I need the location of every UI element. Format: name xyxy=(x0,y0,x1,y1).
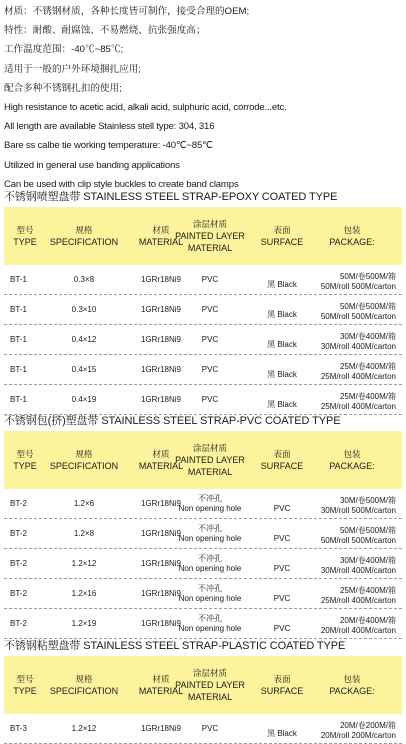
cell-package-line1: 25M/卷400M/箱 xyxy=(339,362,396,371)
header-painted-en1: PAINTED LAYER xyxy=(175,231,245,241)
header-spec xyxy=(44,207,124,265)
cell-package xyxy=(286,519,396,548)
header-type xyxy=(10,431,40,489)
cell-painted-line1: PVC xyxy=(201,274,219,284)
header-package xyxy=(304,656,400,714)
cell-surface: 黑 Black xyxy=(267,310,297,319)
cell-package xyxy=(286,609,396,638)
cell-material: 1GRr18Ni9 xyxy=(140,274,181,284)
cell-painted-line2: Non opening hole xyxy=(178,563,242,573)
header-material-cn: 材质 xyxy=(152,225,170,235)
table-row xyxy=(4,325,402,355)
cell-material: 1GRr18Ni9 xyxy=(140,498,181,508)
intro-line: 工作温度范围：-40℃~85℃; xyxy=(4,44,124,56)
cell-package-line1: 20M/卷400M/箱 xyxy=(339,616,396,625)
cell-painted-line1: 不冲孔 xyxy=(198,493,222,503)
header-type-cn: 型号 xyxy=(16,449,34,459)
cell-package-line1: 30M/卷400M/箱 xyxy=(339,332,396,341)
cell-type: BT-2 xyxy=(10,618,27,628)
cell-painted-layer xyxy=(164,295,256,324)
header-surface xyxy=(252,431,312,489)
cell-painted-line1: 不冲孔 xyxy=(198,553,222,563)
cell-painted-line2: Non opening hole xyxy=(178,503,242,513)
cell-material: 1GRr18Ni9 xyxy=(140,588,181,598)
header-spec-cn: 规格 xyxy=(75,674,93,684)
cell-surface: PVC xyxy=(273,534,291,543)
cell-surface: PVC xyxy=(273,624,291,633)
cell-surface: PVC xyxy=(273,504,291,513)
header-package-cn: 包装 xyxy=(343,674,361,684)
cell-package xyxy=(286,295,396,324)
header-painted-layer xyxy=(164,431,256,489)
header-package-en: PACKAGE: xyxy=(329,461,375,471)
cell-material: 1GRr18Ni9 xyxy=(140,723,181,733)
table-row xyxy=(4,489,402,519)
header-surface xyxy=(252,207,312,265)
header-material-en: MATERIAL xyxy=(138,686,184,696)
header-surface-cn: 表面 xyxy=(273,449,291,459)
cell-painted-layer xyxy=(164,549,256,578)
cell-painted-line1: PVC xyxy=(201,394,219,404)
table-header xyxy=(4,431,402,489)
header-painted-layer xyxy=(164,207,256,265)
cell-package-line2: 30M/roll 400M/carton xyxy=(320,342,396,351)
header-package-en: PACKAGE: xyxy=(329,686,375,696)
table-row xyxy=(4,355,402,385)
intro-line: 特性：耐酸、耐腐蚀、不易燃烧、抗张强度高； xyxy=(4,25,206,37)
header-package-en: PACKAGE: xyxy=(329,237,375,247)
header-material-cn: 材质 xyxy=(152,674,170,684)
section-title: 不锈钢粘塑盘带 STAINLESS STEEL STRAP-PLASTIC COATED TYPE xyxy=(4,640,346,652)
cell-package xyxy=(286,265,396,294)
header-type-en: TYPE xyxy=(13,461,37,471)
cell-spec: 0.4×15 xyxy=(71,364,97,374)
header-package-cn: 包装 xyxy=(343,449,361,459)
intro-line: 材质：不锈钢材质，各种长度皆可制作，接受合理的OEM; xyxy=(4,6,250,17)
cell-surface: 黑 Black xyxy=(267,340,297,349)
header-material-cn: 材质 xyxy=(152,449,170,459)
cell-package-line1: 50M/卷500M/箱 xyxy=(339,526,396,535)
cell-package xyxy=(286,489,396,518)
cell-material: 1GRr18Ni9 xyxy=(140,558,181,568)
cell-package-line2: 20M/roll 400M/carton xyxy=(320,626,396,635)
header-type xyxy=(10,656,40,714)
cell-spec: 0.3×8 xyxy=(73,274,95,284)
cell-type: BT-2 xyxy=(10,588,27,598)
cell-package-line1: 30M/卷500M/箱 xyxy=(339,496,396,505)
cell-type: BT-1 xyxy=(10,274,27,284)
cell-package-line2: 25M/roll 400M/carton xyxy=(320,402,396,411)
cell-surface: PVC xyxy=(273,594,291,603)
cell-package-line2: 50M/roll 500M/carton xyxy=(320,312,396,321)
cell-painted-layer xyxy=(164,355,256,384)
product-table xyxy=(4,656,402,744)
cell-package xyxy=(286,714,396,743)
cell-type: BT-1 xyxy=(10,364,27,374)
table-row xyxy=(4,714,402,744)
intro-line: 适用于一般的户外环境捆扎应用; xyxy=(4,63,141,75)
cell-type: BT-2 xyxy=(10,528,27,538)
header-surface-en: SURFACE xyxy=(260,461,304,471)
cell-type: BT-2 xyxy=(10,498,27,508)
cell-type: BT-1 xyxy=(10,394,27,404)
cell-painted-line2: Non opening hole xyxy=(178,623,242,633)
cell-surface: 黑 Black xyxy=(267,370,297,379)
cell-surface: 黑 Black xyxy=(267,729,297,738)
intro-line: Utilized in general use banding applications xyxy=(4,159,180,171)
cell-package-line2: 30M/roll 500M/carton xyxy=(320,506,396,515)
cell-package xyxy=(286,325,396,354)
cell-painted-layer xyxy=(164,579,256,608)
cell-painted-line1: PVC xyxy=(201,334,219,344)
cell-package-line2: 50M/roll 500M/carton xyxy=(320,536,396,545)
table-header xyxy=(4,207,402,265)
header-surface-en: SURFACE xyxy=(260,686,304,696)
cell-package-line1: 25M/卷400M/箱 xyxy=(339,392,396,401)
cell-package-line1: 50M/卷500M/箱 xyxy=(339,272,396,281)
table-row xyxy=(4,579,402,609)
cell-painted-line2: Non opening hole xyxy=(178,593,242,603)
cell-painted-layer xyxy=(164,265,256,294)
cell-surface: PVC xyxy=(273,564,291,573)
header-surface xyxy=(252,656,312,714)
intro-line: 配合多种不锈钢扎扣的使用; xyxy=(4,82,122,94)
cell-spec: 0.3×10 xyxy=(71,304,97,314)
header-painted-cn: 涂层材质 xyxy=(192,668,227,678)
header-type-cn: 型号 xyxy=(16,674,34,684)
header-painted-layer xyxy=(164,656,256,714)
cell-spec: 1.2×12 xyxy=(71,558,97,568)
product-table xyxy=(4,431,402,639)
header-spec-en: SPECIFICATION xyxy=(49,461,119,471)
header-painted-en1: PAINTED LAYER xyxy=(175,680,245,690)
cell-type: BT-1 xyxy=(10,304,27,314)
table-row xyxy=(4,549,402,579)
cell-spec: 1.2×16 xyxy=(71,588,97,598)
cell-package xyxy=(286,355,396,384)
cell-package xyxy=(286,549,396,578)
cell-spec: 1.2×19 xyxy=(71,618,97,628)
cell-package-line2: 30M/roll 400M/carton xyxy=(320,566,396,575)
intro-line: Can be used with clip style buckles to create band clamps xyxy=(4,178,239,190)
table-row xyxy=(4,265,402,295)
cell-surface: 黑 Black xyxy=(267,400,297,409)
header-package-cn: 包装 xyxy=(343,225,361,235)
cell-material: 1GRr18Ni9 xyxy=(140,304,181,314)
header-spec xyxy=(44,431,124,489)
cell-package-line1: 30M/卷400M/箱 xyxy=(339,556,396,565)
cell-painted-line1: 不冲孔 xyxy=(198,523,222,533)
cell-painted-line1: 不冲孔 xyxy=(198,613,222,623)
cell-material: 1GRr18Ni9 xyxy=(140,394,181,404)
cell-type: BT-3 xyxy=(10,723,27,733)
cell-package-line1: 50M/卷500M/箱 xyxy=(339,302,396,311)
header-type-en: TYPE xyxy=(13,237,37,247)
cell-type: BT-1 xyxy=(10,334,27,344)
cell-painted-line1: PVC xyxy=(201,364,219,374)
intro-line: All length are available Stainless stell type: 304, 316 xyxy=(4,121,215,133)
cell-package-line2: 25M/roll 400M/carton xyxy=(320,596,396,605)
header-spec-en: SPECIFICATION xyxy=(49,237,119,247)
cell-package-line2: 50M/roll 500M/carton xyxy=(320,282,396,291)
cell-package xyxy=(286,385,396,414)
cell-painted-layer xyxy=(164,325,256,354)
cell-type: BT-2 xyxy=(10,558,27,568)
product-table xyxy=(4,207,402,415)
table-row xyxy=(4,385,402,415)
header-surface-cn: 表面 xyxy=(273,225,291,235)
header-painted-en2: MATERIAL xyxy=(187,467,233,477)
header-material-en: MATERIAL xyxy=(138,237,184,247)
cell-material: 1GRr18Ni9 xyxy=(140,528,181,538)
header-painted-en2: MATERIAL xyxy=(187,692,233,702)
header-type-en: TYPE xyxy=(13,686,37,696)
cell-surface: 黑 Black xyxy=(267,280,297,289)
cell-painted-line1: 不冲孔 xyxy=(198,583,222,593)
header-painted-en1: PAINTED LAYER xyxy=(175,455,245,465)
section-title: 不锈钢包(挤)塑盘带 STAINLESS STEEL STRAP-PVC COATED TYPE xyxy=(4,415,341,427)
header-spec xyxy=(44,656,124,714)
table-header xyxy=(4,656,402,714)
cell-painted-line1: PVC xyxy=(201,304,219,314)
cell-spec: 1.2×8 xyxy=(73,528,95,538)
header-surface-cn: 表面 xyxy=(273,674,291,684)
header-surface-en: SURFACE xyxy=(260,237,304,247)
header-type-cn: 型号 xyxy=(16,225,34,235)
cell-material: 1GRr18Ni9 xyxy=(140,364,181,374)
cell-painted-layer xyxy=(164,385,256,414)
header-painted-en2: MATERIAL xyxy=(187,243,233,253)
cell-painted-layer xyxy=(164,609,256,638)
intro-block xyxy=(4,2,404,194)
cell-painted-line1: PVC xyxy=(201,723,219,733)
header-spec-cn: 规格 xyxy=(75,449,93,459)
header-type xyxy=(10,207,40,265)
header-painted-cn: 涂层材质 xyxy=(192,443,227,453)
cell-painted-layer xyxy=(164,519,256,548)
section-title: 不锈钢喷塑盘带 STAINLESS STEEL STRAP-EPOXY COATED TYPE xyxy=(4,191,338,203)
cell-painted-line2: Non opening hole xyxy=(178,533,242,543)
cell-painted-layer xyxy=(164,489,256,518)
cell-package xyxy=(286,579,396,608)
cell-package-line1: 25M/卷400M/箱 xyxy=(339,586,396,595)
header-package xyxy=(304,431,400,489)
cell-material: 1GRr18Ni9 xyxy=(140,618,181,628)
cell-package-line1: 20M/卷200M/箱 xyxy=(339,721,396,730)
cell-painted-layer xyxy=(164,714,256,743)
header-spec-en: SPECIFICATION xyxy=(49,686,119,696)
cell-package-line2: 20M/roll 200M/carton xyxy=(320,731,396,740)
table-row xyxy=(4,519,402,549)
cell-spec: 1.2×12 xyxy=(71,723,97,733)
intro-line: High resistance to acetic acid, alkali acid, sulphuric acid, corrode...etc. xyxy=(4,101,287,113)
header-material-en: MATERIAL xyxy=(138,461,184,471)
header-package xyxy=(304,207,400,265)
cell-package-line2: 25M/roll 400M/carton xyxy=(320,372,396,381)
header-spec-cn: 规格 xyxy=(75,225,93,235)
table-row xyxy=(4,295,402,325)
cell-material: 1GRr18Ni9 xyxy=(140,334,181,344)
cell-spec: 0.4×12 xyxy=(71,334,97,344)
cell-spec: 0.4×19 xyxy=(71,394,97,404)
cell-spec: 1.2×6 xyxy=(73,498,95,508)
intro-line: Bare ss calbe tie working temperature: -40℃~85℃ xyxy=(4,140,213,152)
table-row xyxy=(4,609,402,639)
header-painted-cn: 涂层材质 xyxy=(192,219,227,229)
